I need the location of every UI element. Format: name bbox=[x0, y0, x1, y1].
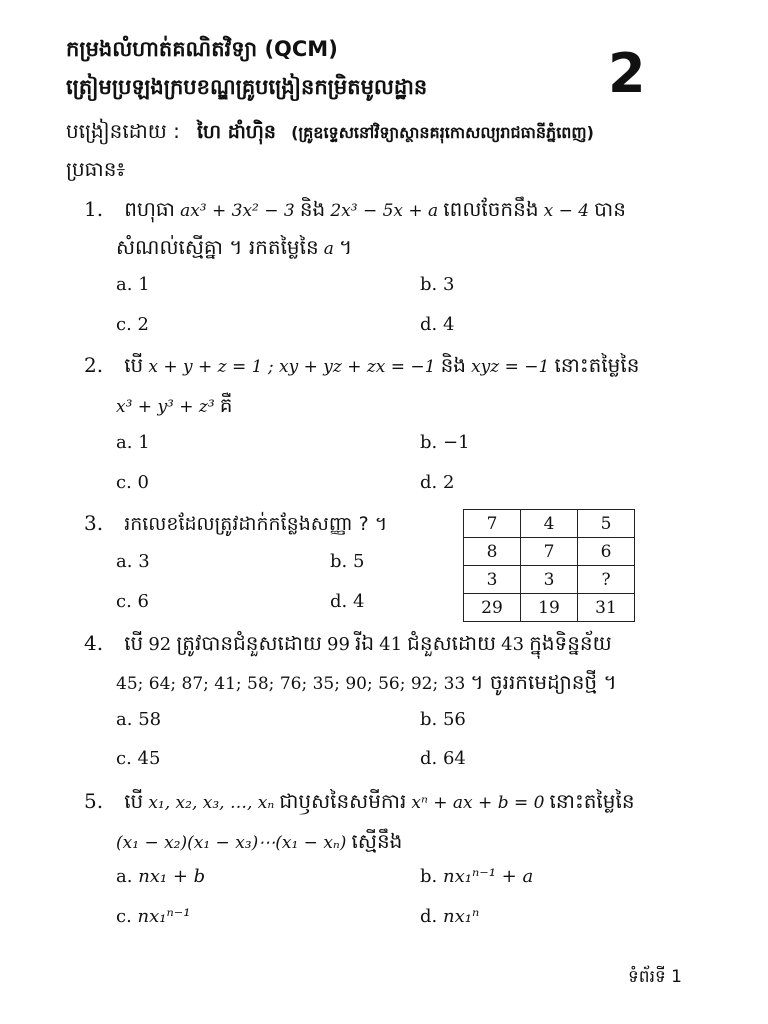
question-text: ពហុធា bbox=[124, 197, 175, 221]
option-value: nx₁ + b bbox=[138, 866, 206, 887]
option-value: 1 bbox=[138, 432, 150, 453]
table-cell: ? bbox=[578, 566, 635, 594]
question-text: ស្មើនឹង bbox=[351, 829, 403, 853]
question-text: ជាឫសនៃសមីការ bbox=[279, 789, 407, 813]
table-cell: 5 bbox=[578, 510, 635, 538]
math-expression: xyz = −1 bbox=[471, 357, 550, 377]
math-expression: xⁿ + ax + b = 0 bbox=[411, 793, 545, 813]
q1-option-b bbox=[420, 274, 454, 295]
q3-option-a bbox=[116, 551, 150, 572]
question-text: រីឯ bbox=[355, 631, 375, 655]
option-value: 3 bbox=[442, 274, 455, 295]
option-value: nx₁ⁿ bbox=[442, 906, 480, 927]
question-4-line1 bbox=[84, 630, 612, 660]
q1-option-d bbox=[420, 314, 454, 335]
option-letter: c. bbox=[116, 906, 132, 927]
question-text: និង bbox=[299, 197, 326, 221]
question-3-line1 bbox=[84, 511, 387, 540]
option-value: 3 bbox=[138, 551, 150, 572]
table-cell: 8 bbox=[464, 538, 521, 566]
question-1-line2 bbox=[116, 234, 352, 264]
question-number: 4. bbox=[84, 631, 104, 655]
q3-option-b bbox=[330, 551, 364, 572]
table-cell: 7 bbox=[464, 510, 521, 538]
option-letter: d. bbox=[330, 591, 348, 612]
option-letter: c. bbox=[116, 748, 132, 769]
page-number: ទំព័រទី 1 bbox=[628, 967, 682, 987]
question-2-line2 bbox=[116, 392, 233, 422]
option-value: 4 bbox=[352, 591, 365, 612]
math-expression: x − 4 bbox=[543, 201, 590, 221]
question-text: ត្រូវបានជំនួសដោយ bbox=[176, 631, 322, 655]
option-value: −1 bbox=[442, 432, 470, 453]
question-text: នោះតម្លៃនៃ bbox=[549, 789, 635, 813]
option-value: 4 bbox=[442, 314, 455, 335]
q3-option-c bbox=[116, 591, 149, 612]
option-value: nx₁ⁿ⁻¹ bbox=[137, 906, 191, 927]
option-letter: d. bbox=[420, 314, 438, 335]
option-value: 0 bbox=[137, 472, 149, 493]
option-letter: d. bbox=[420, 906, 438, 927]
question-text: គឺ bbox=[219, 393, 233, 417]
option-letter: a. bbox=[116, 551, 133, 572]
table-row bbox=[464, 566, 635, 594]
question-text: បើ bbox=[124, 353, 144, 377]
option-value: 2 bbox=[137, 314, 149, 335]
q5-option-a bbox=[116, 866, 205, 887]
question-text: ។ ចូររកមេដ្យានថ្មី ។ bbox=[470, 670, 617, 694]
q3-option-d bbox=[330, 591, 364, 612]
q1-option-a bbox=[116, 274, 150, 295]
math-expression: (x₁ − x₂)(x₁ − x₃)⋯(x₁ − xₙ) bbox=[116, 833, 347, 853]
option-value: 2 bbox=[442, 472, 455, 493]
header-title-line2: ត្រៀមប្រឡងក្របខណ្ឌគ្រូបង្រៀនកម្រិតមូលដ្ឋាន bbox=[66, 75, 428, 99]
question-number: 2. bbox=[84, 353, 104, 377]
table-cell: 31 bbox=[578, 594, 635, 622]
math-expression: 2x³ − 5x + a bbox=[330, 201, 439, 221]
author-line bbox=[66, 118, 594, 148]
option-value: 1 bbox=[138, 274, 150, 295]
number-grid-table bbox=[463, 509, 635, 622]
option-letter: d. bbox=[420, 472, 438, 493]
table-cell: 4 bbox=[521, 510, 578, 538]
option-letter: b. bbox=[420, 432, 438, 453]
question-text: ។ bbox=[338, 235, 353, 259]
option-value: 6 bbox=[137, 591, 149, 612]
question-4-line2 bbox=[116, 669, 617, 699]
option-letter: c. bbox=[116, 591, 132, 612]
table-cell: 3 bbox=[521, 566, 578, 594]
q4-option-b bbox=[420, 709, 466, 730]
question-text: បាន bbox=[594, 197, 626, 221]
table-row bbox=[464, 510, 635, 538]
table-cell: 7 bbox=[521, 538, 578, 566]
question-number: 1. bbox=[84, 197, 104, 221]
question-1-line1 bbox=[84, 196, 626, 226]
q4-option-c bbox=[116, 748, 160, 769]
q4-option-d bbox=[420, 748, 466, 769]
author-note: (គ្រូឧទ្ទេសនៅវិទ្យាស្ថានគរុកោសល្យរាជធានីភ្នំពេញ) bbox=[291, 123, 594, 142]
option-value: 56 bbox=[442, 709, 466, 730]
q2-option-c bbox=[116, 472, 149, 493]
q1-option-c bbox=[116, 314, 149, 335]
math-expression: x + y + z = 1 ; xy + yz + zx = −1 bbox=[148, 357, 436, 377]
question-5-line1 bbox=[84, 788, 635, 818]
option-letter: a. bbox=[116, 432, 133, 453]
question-text: នោះតម្លៃនៃ bbox=[554, 353, 640, 377]
option-letter: a. bbox=[116, 866, 133, 887]
table-cell: 3 bbox=[464, 566, 521, 594]
author-name: ហៃ ដាំហ៊ិន bbox=[196, 121, 276, 143]
math-expression: ax³ + 3x² − 3 bbox=[180, 201, 295, 221]
sheet-number: 2 bbox=[608, 42, 646, 105]
table-cell: 19 bbox=[521, 594, 578, 622]
question-number: 5. bbox=[84, 789, 104, 813]
question-text: និង bbox=[440, 353, 466, 377]
q5-option-c bbox=[116, 906, 191, 927]
option-letter: b. bbox=[420, 274, 438, 295]
table-cell: 29 bbox=[464, 594, 521, 622]
question-2-line1 bbox=[84, 352, 639, 382]
topic-label: ប្រធាន៖ bbox=[66, 157, 126, 181]
option-letter: c. bbox=[116, 472, 132, 493]
question-text: សំណល់ស្មើគ្នា ។ រកតម្លៃនៃ bbox=[116, 235, 319, 259]
q5-option-b bbox=[420, 866, 533, 887]
question-text: រកលេខដែលត្រូវដាក់កន្លែងសញ្ញា ? ។ bbox=[124, 513, 388, 535]
q2-option-d bbox=[420, 472, 454, 493]
math-expression: a bbox=[323, 239, 334, 259]
q4-option-a bbox=[116, 709, 161, 730]
option-value: 45 bbox=[137, 748, 161, 769]
option-value: 5 bbox=[352, 551, 365, 572]
question-text: បើ bbox=[124, 789, 144, 813]
q2-option-b bbox=[420, 432, 470, 453]
question-text: ពេលចែកនឹង bbox=[443, 197, 539, 221]
data-list: 45; 64; 87; 41; 58; 76; 35; 90; 56; 92; 33 bbox=[116, 674, 466, 694]
option-letter: d. bbox=[420, 748, 438, 769]
author-label: បង្រៀនដោយ : bbox=[66, 119, 180, 143]
option-value: 58 bbox=[138, 709, 162, 730]
option-value: nx₁ⁿ⁻¹ + a bbox=[442, 866, 534, 887]
table-row bbox=[464, 594, 635, 622]
question-5-line2 bbox=[116, 828, 402, 858]
math-number: 99 bbox=[327, 634, 350, 655]
option-value: 64 bbox=[442, 748, 466, 769]
q5-option-d bbox=[420, 906, 479, 927]
option-letter: a. bbox=[116, 709, 133, 730]
question-text: ក្នុងទិន្នន័យ bbox=[529, 631, 612, 655]
question-text: បើ bbox=[124, 631, 144, 655]
math-expression: x³ + y³ + z³ bbox=[116, 397, 215, 417]
math-expression: x₁, x₂, x₃, …, xₙ bbox=[148, 793, 275, 813]
table-cell: 6 bbox=[578, 538, 635, 566]
question-number: 3. bbox=[84, 511, 104, 535]
option-letter: b. bbox=[420, 866, 438, 887]
math-number: 92 bbox=[148, 634, 172, 655]
header-title-line1: កម្រងលំហាត់គណិតវិទ្យា (QCM) bbox=[66, 37, 338, 61]
table-row bbox=[464, 538, 635, 566]
option-letter: b. bbox=[420, 709, 438, 730]
math-number: 43 bbox=[501, 634, 525, 655]
question-text: ជំនួសដោយ bbox=[407, 631, 497, 655]
option-letter: b. bbox=[330, 551, 348, 572]
q2-option-a bbox=[116, 432, 150, 453]
option-letter: a. bbox=[116, 274, 133, 295]
math-number: 41 bbox=[379, 634, 403, 655]
option-letter: c. bbox=[116, 314, 132, 335]
